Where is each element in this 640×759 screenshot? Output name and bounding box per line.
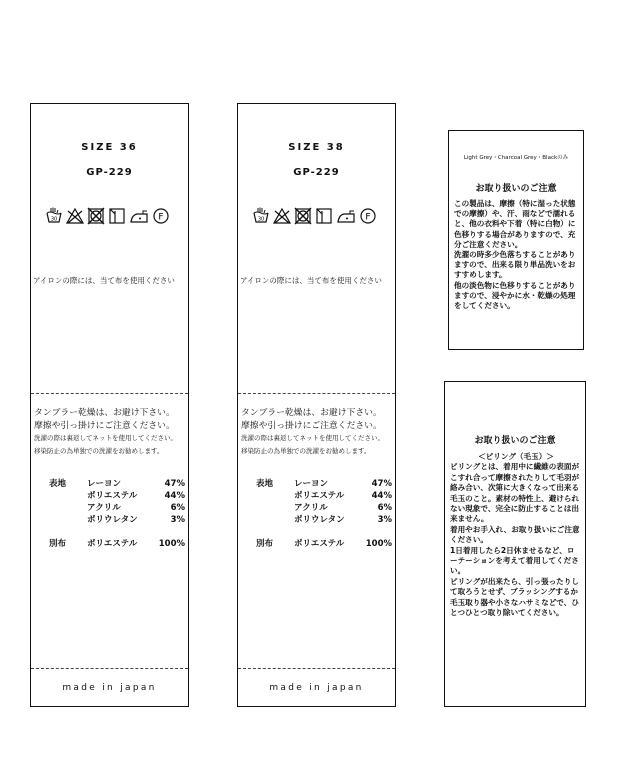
fabric-row-separate: [49, 538, 189, 550]
care-icons: [45, 207, 170, 225]
fabric-row: [256, 502, 396, 514]
fabric-pct: 47%: [371, 479, 392, 489]
handling-text: [454, 199, 580, 311]
fabric-part: 表地: [49, 479, 67, 489]
divider: [31, 393, 188, 394]
fabric-part: [49, 514, 87, 526]
fabric-pct: 6%: [377, 503, 392, 513]
care-line: 移染防止の為単独での洗濯をお勧めします。: [241, 446, 371, 455]
dry-clean-f-icon: [152, 207, 170, 225]
svg-text:F: F: [365, 212, 371, 223]
fabric-pct: 44%: [164, 491, 185, 501]
iron-note: アイロンの際には、当て布を使用ください: [240, 276, 382, 285]
fabric-row: [49, 490, 189, 502]
no-bleach-icon: [273, 207, 291, 225]
iron-low-icon: [129, 207, 149, 225]
care-label-size-38: [237, 103, 396, 707]
dry-clean-f-icon: [359, 207, 377, 225]
care-line: 摩擦や引っ掛けにご注意ください。: [34, 420, 175, 431]
fabric-row: [49, 514, 189, 526]
handling-note-color: [448, 130, 584, 350]
fabric-pct: 100%: [365, 539, 392, 549]
fabric-composition: [49, 478, 189, 550]
svg-text:30: 30: [50, 216, 58, 223]
no-tumble-dry-icon: [294, 207, 312, 225]
fabric-pct: 3%: [377, 515, 392, 525]
fabric-row: [256, 490, 396, 502]
fabric-name: レーヨン: [87, 479, 122, 489]
made-in-text: made in japan: [269, 683, 364, 693]
svg-text:F: F: [158, 212, 164, 223]
fabric-name: レーヨン: [294, 479, 329, 489]
handling-paragraph: 1日着用したら2日休ませるなど、ローテーションを考えて着用してください。: [450, 545, 579, 576]
handling-paragraph: 着用やお手入れ、お取り扱いにご注意ください。: [450, 524, 580, 545]
product-code: GP-229: [86, 167, 133, 178]
line-dry-shade-icon: [315, 207, 333, 225]
fabric-name: アクリル: [294, 503, 328, 513]
care-line: 洗濯の際は裏返してネットを使用してください。: [34, 434, 177, 442]
fabric-part: 表地: [256, 479, 274, 489]
fabric-name: ポリエステル: [87, 491, 138, 501]
handling-note-pilling: [444, 381, 586, 707]
divider: [238, 393, 395, 394]
size-text: SIZE 36: [81, 142, 138, 153]
fabric-part: [256, 490, 294, 502]
handling-paragraph: 洗濯の時多少色落ちすることがありますので、出来る限り単品洗いをおすすめします。: [454, 250, 576, 280]
fabric-name: ポリウレタン: [87, 515, 138, 525]
handling-paragraph: この製品は、摩擦（特に湿った状態での摩擦）や、汗、雨などで濡れると、他の衣料や下着（特に白物）に色移りする場合がありますので、充分ご注意ください。: [454, 199, 576, 249]
care-instructions: [241, 407, 384, 457]
handling-title: お取り扱いのご注意: [474, 436, 556, 446]
fabric-part: [49, 490, 87, 502]
care-line: 摩擦や引っ掛けにご注意ください。: [241, 420, 382, 431]
fabric-part: 別布: [256, 539, 274, 549]
fabric-part: [49, 502, 87, 514]
care-label-size-36: [30, 103, 189, 707]
fabric-pct: 47%: [164, 479, 185, 489]
no-bleach-icon: [66, 207, 84, 225]
fabric-row: [49, 502, 189, 514]
hand-wash-icon: [252, 207, 270, 225]
care-line: 移染防止の為単独での洗濯をお勧めします。: [34, 446, 164, 455]
fabric-pct: 6%: [170, 503, 185, 513]
no-tumble-dry-icon: [87, 207, 105, 225]
fabric-row-separate: [256, 538, 396, 550]
svg-text:30: 30: [257, 216, 265, 223]
handling-title: お取り扱いのご注意: [475, 184, 557, 194]
fabric-row: [256, 514, 396, 526]
iron-note: アイロンの際には、当て布を使用ください: [33, 276, 175, 285]
care-line: タンブラー乾燥は、お避け下さい。: [241, 408, 382, 418]
product-code: GP-229: [293, 167, 340, 178]
handling-paragraph: ピリングとは、着用中に繊維の表面がこすれ合って摩擦されたりして毛羽が絡み合い、次第に大きくなって出来る毛玉のこと。素材の特性上、避けられない現象で、完全に防止することは出来ません。: [450, 462, 580, 524]
fabric-name: ポリエステル: [294, 539, 345, 549]
iron-low-icon: [336, 207, 356, 225]
care-line: 洗濯の際は裏返してネットを使用してください。: [241, 434, 384, 442]
pilling-subtitle: ＜ピリング（毛玉）＞: [478, 452, 554, 461]
divider: [31, 668, 188, 669]
care-line: タンブラー乾燥は、お避け下さい。: [34, 408, 175, 418]
color-variants: Light Grey・Charcoal Grey・Blackのみ: [463, 155, 569, 161]
fabric-name: ポリエステル: [294, 491, 345, 501]
fabric-row: [256, 478, 396, 490]
divider: [238, 668, 395, 669]
fabric-name: アクリル: [87, 503, 121, 513]
handling-paragraph: ピリングが出来たら、引っ張ったりして取ろうとせず、ブラッシングするか毛玉取り器や小さなハサミなどで、ひとつひとつ取り除いてください。: [450, 576, 579, 618]
fabric-part: [256, 514, 294, 526]
care-icons: [252, 207, 377, 225]
fabric-part: [256, 502, 294, 514]
hand-wash-icon: [45, 207, 63, 225]
care-instructions: [34, 407, 177, 457]
fabric-composition: [256, 478, 396, 550]
fabric-pct: 3%: [170, 515, 185, 525]
made-in-text: made in japan: [62, 683, 157, 693]
handling-text: [450, 452, 582, 619]
fabric-name: ポリウレタン: [294, 515, 345, 525]
fabric-pct: 100%: [158, 539, 185, 549]
fabric-part: 別布: [49, 539, 67, 549]
fabric-row: [49, 478, 189, 490]
fabric-name: ポリエステル: [87, 539, 138, 549]
handling-paragraph: 他の淡色物に色移りすることがありますので、浸やかに水・乾燥の処理をしてください。: [454, 280, 576, 311]
size-text: SIZE 38: [288, 142, 345, 153]
line-dry-shade-icon: [108, 207, 126, 225]
fabric-pct: 44%: [371, 491, 392, 501]
